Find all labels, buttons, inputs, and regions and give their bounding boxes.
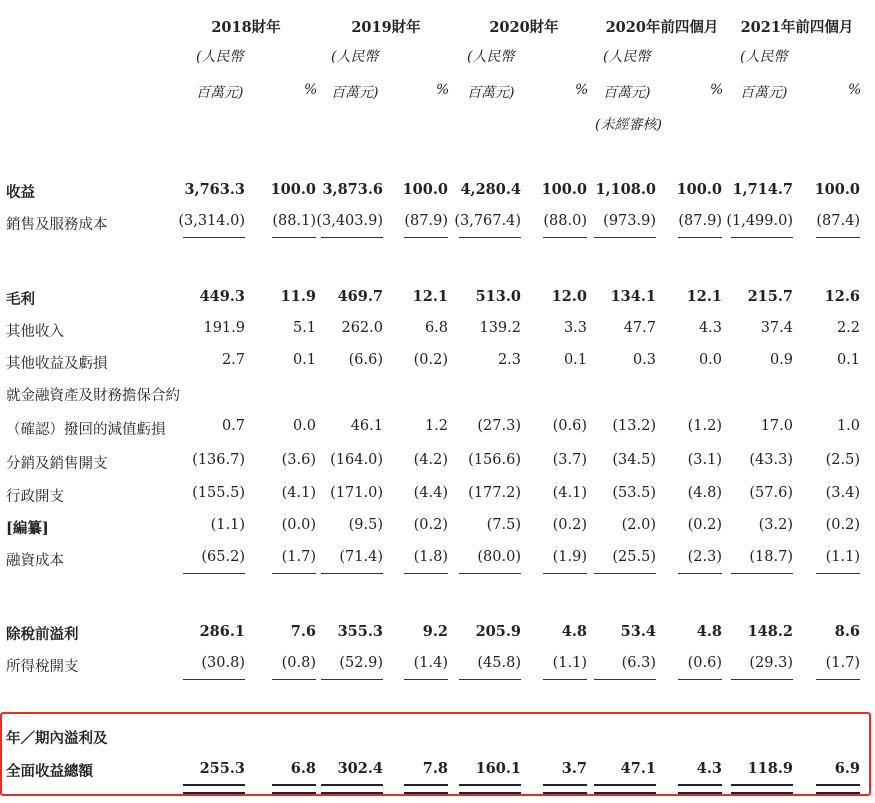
cell-percent: 8.6 xyxy=(834,623,860,640)
cell-percent: 6.8 xyxy=(424,320,448,336)
subtotal-underline xyxy=(272,573,316,574)
subtotal-underline xyxy=(678,573,722,574)
cell-amount: (155.5) xyxy=(192,485,245,501)
cell-amount: 118.9 xyxy=(747,760,793,777)
cell-amount: (177.2) xyxy=(468,485,521,501)
row-label: 毛利 xyxy=(6,291,35,308)
subtotal-underline xyxy=(459,573,521,574)
cell-amount: (6.6) xyxy=(348,352,383,368)
cell-amount: (53.5) xyxy=(612,485,656,501)
cell-amount: (3.2) xyxy=(758,517,793,533)
subtotal-underline xyxy=(404,237,448,238)
subtotal-underline xyxy=(816,573,860,574)
cell-percent: 1.2 xyxy=(424,418,448,434)
cell-percent: 4.8 xyxy=(696,623,722,640)
cell-percent: (3.6) xyxy=(281,452,316,468)
subtotal-underline xyxy=(183,573,245,574)
subtotal-underline xyxy=(183,679,245,680)
cell-percent: (1.7) xyxy=(825,655,860,671)
subtotal-underline xyxy=(678,679,722,680)
row-label: 就金融資產及財務擔保合約 xyxy=(6,388,180,404)
cell-amount: (171.0) xyxy=(330,485,383,501)
cell-percent: (1.4) xyxy=(413,655,448,671)
cell-percent: 3.3 xyxy=(563,320,587,336)
cell-percent: (2.3) xyxy=(687,549,722,565)
row-label: （確認）撥回的減值虧損 xyxy=(6,422,166,438)
cell-percent: 4.8 xyxy=(561,623,587,640)
cell-percent: (0.2) xyxy=(413,517,448,533)
subtotal-underline xyxy=(272,237,316,238)
column-header-percent: % xyxy=(710,82,724,98)
subtotal-underline xyxy=(678,237,722,238)
cell-amount: 0.3 xyxy=(632,352,656,368)
row-label: 其他收入 xyxy=(6,324,64,340)
cell-percent: 1.0 xyxy=(836,418,860,434)
cell-amount: 355.3 xyxy=(337,623,383,640)
cell-percent: 7.6 xyxy=(290,623,316,640)
cell-percent: (0.2) xyxy=(687,517,722,533)
column-header-unit: (人民幣 xyxy=(331,49,379,65)
subtotal-underline xyxy=(594,679,656,680)
cell-amount: 3,763.3 xyxy=(184,181,245,198)
cell-percent: (4.4) xyxy=(413,485,448,501)
cell-amount: (18.7) xyxy=(749,549,793,565)
cell-amount: (57.6) xyxy=(749,485,793,501)
cell-amount: 3,873.6 xyxy=(322,181,383,198)
cell-amount: (34.5) xyxy=(612,452,656,468)
subtotal-underline xyxy=(731,237,793,238)
cell-percent: 0.0 xyxy=(292,418,316,434)
cell-amount: (156.6) xyxy=(468,452,521,468)
cell-percent: 6.9 xyxy=(834,760,860,777)
subtotal-underline xyxy=(594,573,656,574)
cell-percent: (1.1) xyxy=(552,655,587,671)
subtotal-underline xyxy=(459,679,521,680)
row-label: 除稅前溢利 xyxy=(6,626,79,643)
cell-percent: 0.1 xyxy=(836,352,860,368)
cell-amount: 46.1 xyxy=(350,418,383,434)
cell-amount: (43.3) xyxy=(749,452,793,468)
column-header-unit: (人民幣 xyxy=(467,49,515,65)
cell-amount: (27.3) xyxy=(477,418,521,434)
subtotal-underline xyxy=(543,237,587,238)
cell-amount: 1,108.0 xyxy=(595,181,656,198)
subtotal-underline xyxy=(731,679,793,680)
cell-amount: 262.0 xyxy=(341,320,383,336)
row-label: 其他收益及虧損 xyxy=(6,356,108,372)
cell-percent: (0.2) xyxy=(413,352,448,368)
cell-percent: (87.9) xyxy=(404,213,448,229)
column-header-unit: (人民幣 xyxy=(740,49,788,65)
column-header-percent: % xyxy=(848,82,862,98)
row-label: 銷售及服務成本 xyxy=(6,217,108,233)
cell-percent: (88.1) xyxy=(272,213,316,229)
cell-percent: (0.8) xyxy=(281,655,316,671)
row-label: 分銷及銷售開支 xyxy=(6,456,108,472)
cell-percent: 4.3 xyxy=(698,320,722,336)
subtotal-underline xyxy=(321,237,383,238)
cell-percent: 12.0 xyxy=(551,288,587,305)
row-label: 年／期內溢利及 xyxy=(6,730,108,747)
cell-amount: 1,714.7 xyxy=(732,181,793,198)
cell-percent: 6.8 xyxy=(290,760,316,777)
cell-amount: (6.3) xyxy=(621,655,656,671)
column-header-percent: % xyxy=(304,82,318,98)
cell-percent: (0.6) xyxy=(552,418,587,434)
cell-amount: 205.9 xyxy=(475,623,521,640)
cell-percent: 0.1 xyxy=(292,352,316,368)
column-header-unit: 百萬元) xyxy=(331,85,379,101)
cell-amount: (25.5) xyxy=(612,549,656,565)
cell-amount: (80.0) xyxy=(477,549,521,565)
subtotal-underline xyxy=(816,237,860,238)
subtotal-underline xyxy=(459,237,521,238)
cell-percent: 5.1 xyxy=(292,320,316,336)
cell-amount: (2.0) xyxy=(621,517,656,533)
cell-amount: (65.2) xyxy=(201,549,245,565)
column-header-percent: % xyxy=(436,82,450,98)
subtotal-underline xyxy=(404,573,448,574)
column-header-title: 2018財年 xyxy=(211,19,281,36)
cell-percent: 9.2 xyxy=(422,623,448,640)
row-label: 全面收益總額 xyxy=(6,763,93,780)
column-header-note: (未經審核) xyxy=(595,117,662,133)
cell-percent: 7.8 xyxy=(422,760,448,777)
cell-percent: (4.8) xyxy=(687,485,722,501)
subtotal-underline xyxy=(321,679,383,680)
column-header-unit: 百萬元) xyxy=(740,85,788,101)
subtotal-underline xyxy=(272,679,316,680)
subtotal-underline xyxy=(543,679,587,680)
cell-percent: 100.0 xyxy=(541,181,587,198)
cell-amount: 449.3 xyxy=(199,288,245,305)
cell-amount: (45.8) xyxy=(477,655,521,671)
cell-amount: 286.1 xyxy=(199,623,245,640)
column-header-unit: (人民幣 xyxy=(196,49,244,65)
cell-amount: 0.9 xyxy=(769,352,793,368)
cell-amount: 47.7 xyxy=(623,320,656,336)
cell-percent: (88.0) xyxy=(543,213,587,229)
subtotal-underline xyxy=(816,679,860,680)
subtotal-underline xyxy=(404,679,448,680)
cell-amount: 17.0 xyxy=(760,418,793,434)
cell-percent: 100.0 xyxy=(402,181,448,198)
cell-amount: 2.3 xyxy=(497,352,521,368)
cell-percent: (1.1) xyxy=(825,549,860,565)
cell-percent: (1.2) xyxy=(687,418,722,434)
cell-amount: (52.9) xyxy=(339,655,383,671)
cell-amount: (3,314.0) xyxy=(178,213,245,229)
cell-amount: 4,280.4 xyxy=(460,181,521,198)
column-header-title: 2020年前四個月 xyxy=(605,19,719,36)
cell-percent: (3.1) xyxy=(687,452,722,468)
cell-amount: 2.7 xyxy=(221,352,245,368)
cell-percent: 4.3 xyxy=(696,760,722,777)
column-header-percent: % xyxy=(575,82,589,98)
cell-percent: (1.8) xyxy=(413,549,448,565)
cell-percent: (1.9) xyxy=(552,549,587,565)
cell-percent: 100.0 xyxy=(676,181,722,198)
highlight-box-total-comprehensive-income xyxy=(0,712,871,796)
column-header-unit: 百萬元) xyxy=(603,85,651,101)
cell-amount: (7.5) xyxy=(486,517,521,533)
cell-percent: (4.2) xyxy=(413,452,448,468)
column-header-title: 2020財年 xyxy=(489,19,559,36)
cell-amount: (136.7) xyxy=(192,452,245,468)
cell-amount: (164.0) xyxy=(330,452,383,468)
cell-amount: 513.0 xyxy=(475,288,521,305)
cell-amount: 215.7 xyxy=(747,288,793,305)
subtotal-underline xyxy=(183,237,245,238)
cell-percent: 100.0 xyxy=(270,181,316,198)
column-header-unit: (人民幣 xyxy=(603,49,651,65)
cell-percent: (3.4) xyxy=(825,485,860,501)
cell-percent: 0.0 xyxy=(698,352,722,368)
cell-amount: 148.2 xyxy=(747,623,793,640)
cell-amount: 160.1 xyxy=(475,760,521,777)
subtotal-underline xyxy=(543,573,587,574)
row-label: [編纂] xyxy=(6,520,49,537)
cell-amount: (9.5) xyxy=(348,517,383,533)
subtotal-underline xyxy=(731,573,793,574)
cell-percent: (2.5) xyxy=(825,452,860,468)
cell-percent: (87.4) xyxy=(816,213,860,229)
cell-amount: (1.1) xyxy=(210,517,245,533)
cell-amount: 139.2 xyxy=(479,320,521,336)
cell-amount: 47.1 xyxy=(620,760,656,777)
cell-amount: (71.4) xyxy=(339,549,383,565)
column-header-unit: 百萬元) xyxy=(196,85,244,101)
cell-percent: (0.2) xyxy=(552,517,587,533)
cell-amount: 255.3 xyxy=(199,760,245,777)
cell-percent: 12.1 xyxy=(412,288,448,305)
cell-amount: (3,403.9) xyxy=(316,213,383,229)
column-header-unit: 百萬元) xyxy=(467,85,515,101)
cell-percent: (0.0) xyxy=(281,517,316,533)
column-header-title: 2019財年 xyxy=(351,19,421,36)
cell-percent: (1.7) xyxy=(281,549,316,565)
row-label: 收益 xyxy=(6,184,35,201)
row-label: 行政開支 xyxy=(6,489,64,505)
cell-percent: 12.6 xyxy=(824,288,860,305)
cell-amount: 302.4 xyxy=(337,760,383,777)
cell-percent: 12.1 xyxy=(686,288,722,305)
cell-amount: 37.4 xyxy=(760,320,793,336)
cell-percent: 100.0 xyxy=(814,181,860,198)
cell-amount: 134.1 xyxy=(610,288,656,305)
cell-amount: (973.9) xyxy=(603,213,656,229)
cell-percent: 0.1 xyxy=(563,352,587,368)
cell-amount: 53.4 xyxy=(620,623,656,640)
cell-percent: (87.9) xyxy=(678,213,722,229)
cell-percent: (4.1) xyxy=(552,485,587,501)
cell-percent: (4.1) xyxy=(281,485,316,501)
subtotal-underline xyxy=(321,573,383,574)
column-header-title: 2021年前四個月 xyxy=(740,19,854,36)
cell-percent: (0.2) xyxy=(825,517,860,533)
subtotal-underline xyxy=(594,237,656,238)
cell-percent: 2.2 xyxy=(836,320,860,336)
cell-percent: (0.6) xyxy=(687,655,722,671)
row-label: 融資成本 xyxy=(6,553,64,569)
cell-amount: 469.7 xyxy=(337,288,383,305)
cell-amount: (3,767.4) xyxy=(454,213,521,229)
cell-percent: 11.9 xyxy=(280,288,316,305)
cell-amount: (30.8) xyxy=(201,655,245,671)
cell-percent: 3.7 xyxy=(561,760,587,777)
cell-percent: (3.7) xyxy=(552,452,587,468)
row-label: 所得稅開支 xyxy=(6,659,79,675)
cell-amount: 191.9 xyxy=(203,320,245,336)
cell-amount: 0.7 xyxy=(221,418,245,434)
cell-amount: (29.3) xyxy=(749,655,793,671)
cell-amount: (1,499.0) xyxy=(726,213,793,229)
cell-amount: (13.2) xyxy=(612,418,656,434)
